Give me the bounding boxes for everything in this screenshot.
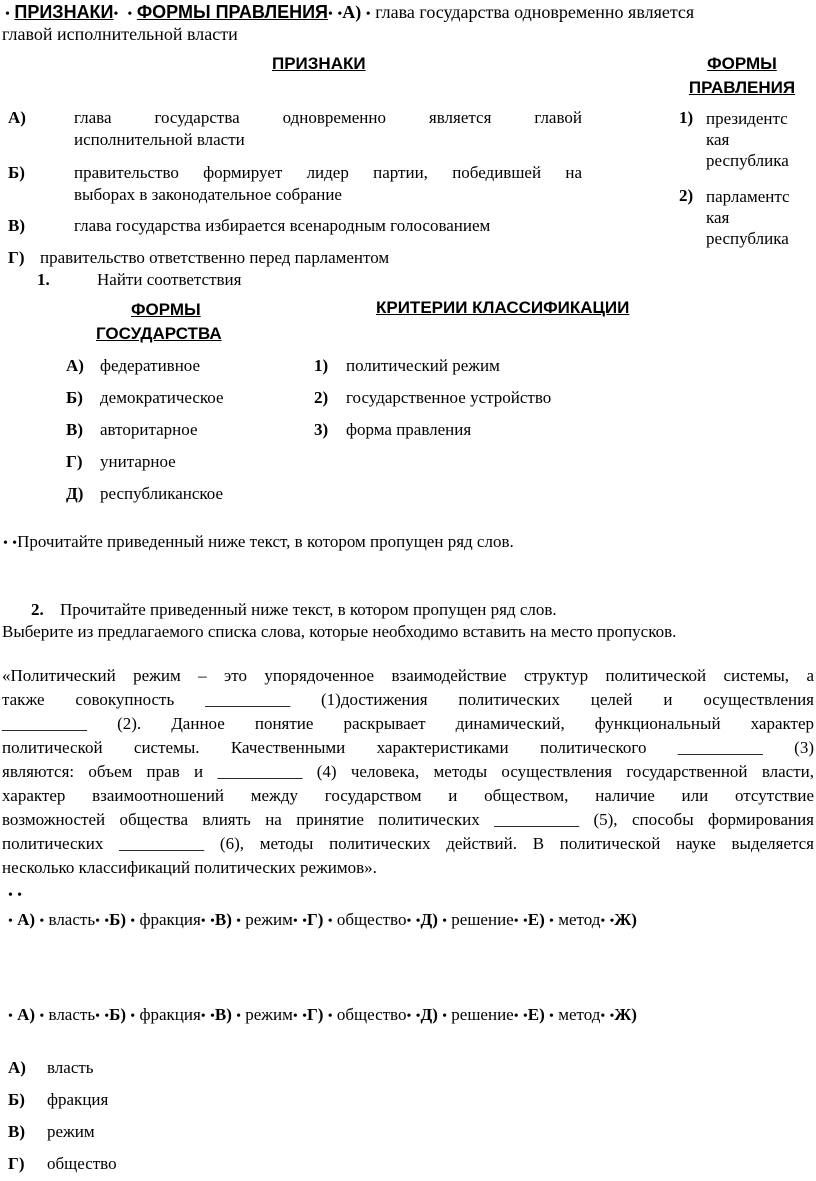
options-row-2: • А) • власть• •Б) • фракция• •В) • режим• •Г) • общество• •Д) • решение• •Е) • метод• •Ж) — [8, 1005, 637, 1024]
bullet-icon: • — [337, 7, 343, 22]
top-line — [5, 2, 694, 23]
bullet-icon: • — [12, 536, 18, 551]
bullet-icon: • — [17, 888, 23, 903]
task2-number: 2. — [31, 600, 44, 619]
bullet-icon: • — [5, 7, 10, 22]
options-row-1: • А) • власть• •Б) • фракция• •В) • режим• •Г) • общество• •Д) • решение• •Е) • метод• •Ж) — [8, 910, 637, 929]
bullet-instruction: • •Прочитайте приведенный ниже текст, в котором пропущен ряд слов. — [3, 532, 514, 551]
list-item: фракция — [47, 1090, 109, 1109]
list-item: власть — [47, 1058, 94, 1077]
task1-header-left: ФОРМЫ ГОСУДАРСТВА — [96, 300, 222, 343]
bullet-icon: • — [365, 7, 371, 22]
bullet-icon: • — [327, 7, 333, 22]
task2-line1: Прочитайте приведенный ниже текст, в котором пропущен ряд слов. — [60, 600, 557, 619]
bullet-icon: • — [113, 7, 119, 22]
table1-header-left: ПРИЗНАКИ — [272, 54, 366, 73]
list-item-label: Г) — [8, 1154, 25, 1173]
top-formy: ФОРМЫ ПРАВЛЕНИЯ — [136, 2, 328, 22]
stray-bullets — [8, 884, 22, 904]
top-line-2: главой исполнительной власти — [2, 24, 238, 44]
list-item: общество — [47, 1154, 117, 1173]
bullet-icon: • — [8, 888, 13, 903]
task2-paragraph: «Политический режим – это упорядоченное взаимодействие структур политической системы, а также совокупность __________ (1)достижения политических целей и осуществления __________ (2). Данное понятие раскрывает динамический, функциональный характер политической системы. Качественными характеристиками политического __________ (3) являются: объем прав и __________ (4) человека, методы осуществления государственной власти, характер взаимоотношений между государством и обществом, наличие или отсутствие возможностей общества влиять на принятие политических __________ (5), способы формирования политических __________ (6), методы политических действий. В политической науке выделяется несколько классификаций политических режимов». — [2, 666, 814, 877]
bullet-icon: • — [127, 7, 133, 22]
table1-header-right: ФОРМЫ ПРАВЛЕНИЯ — [688, 54, 796, 97]
task1-header-right: КРИТЕРИИ КЛАССИФИКАЦИИ — [376, 298, 630, 317]
task2-line2: Выберите из предлагаемого списка слова, которые необходимо вставить на место пропусков. — [2, 622, 677, 641]
task1-number: 1. — [37, 270, 50, 289]
list-item-label: В) — [8, 1122, 25, 1141]
top-text: глава государства одновременно является — [375, 2, 695, 22]
list-item-label: Б) — [8, 1090, 25, 1109]
task1-title: Найти соответствия — [97, 270, 242, 289]
bullet-icon: • — [3, 536, 8, 551]
top-priznaki: ПРИЗНАКИ — [14, 2, 114, 22]
list-item: режим — [47, 1122, 95, 1141]
top-label: А) — [342, 2, 362, 22]
list-item-label: А) — [8, 1058, 26, 1077]
